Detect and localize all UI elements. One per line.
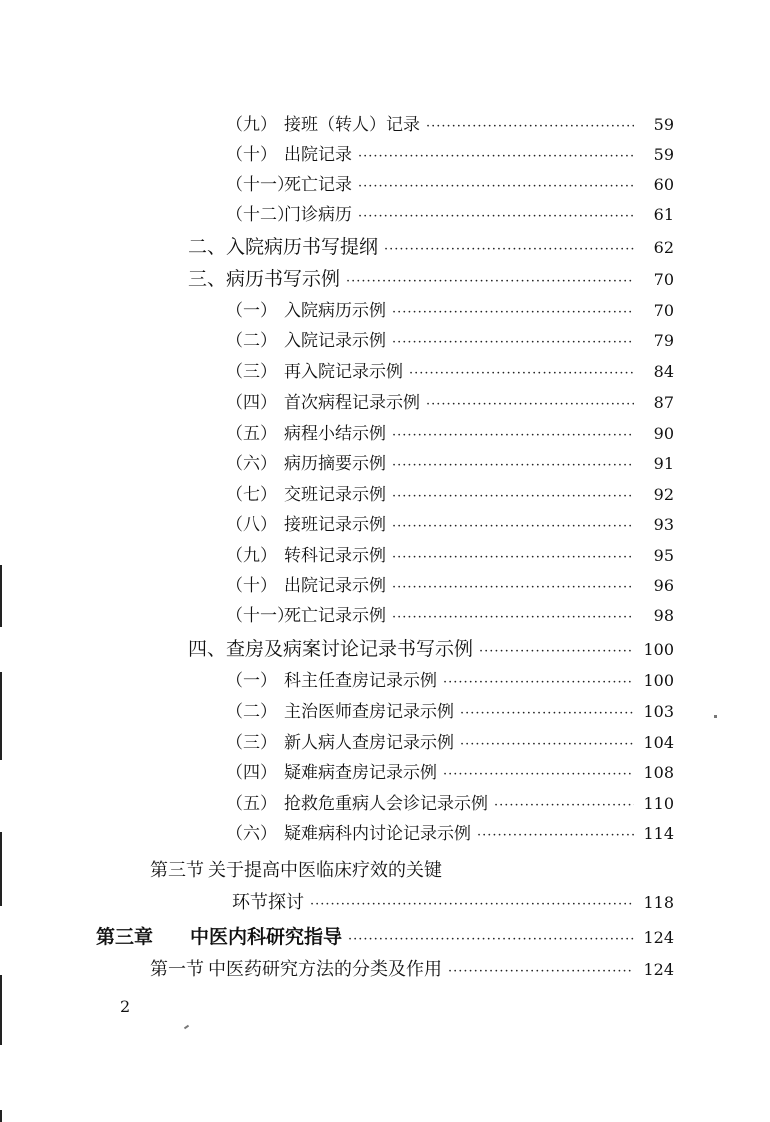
toc-entry: [0, 388, 674, 418]
toc-entry-page: 98: [653, 606, 674, 625]
toc-entry: [0, 419, 674, 449]
toc-entry-number: （十一）: [226, 175, 294, 195]
toc-entry: [0, 819, 674, 849]
toc-entry-number: （一）: [226, 301, 277, 321]
toc-entry-number: 第三节: [150, 860, 204, 881]
toc-entry-title: 接班（转人）记录: [284, 115, 420, 135]
toc-entry-number: （一）: [226, 671, 277, 691]
toc-entry-number: （九）: [226, 115, 277, 135]
dot-leader: [409, 359, 634, 389]
toc-entry-page: 70: [653, 270, 674, 289]
toc-entry-number: （六）: [226, 454, 277, 474]
dot-leader: [392, 603, 634, 633]
toc-entry-number: （五）: [226, 794, 277, 814]
dot-leader: [426, 112, 634, 142]
dot-leader: [392, 421, 634, 451]
toc-entry-title: 新人病人查房记录示例: [284, 733, 454, 753]
toc-entry-title: 关于提高中医临床疗效的关键: [208, 860, 442, 881]
scan-edge-mark: [0, 672, 2, 760]
toc-entry-title: 交班记录示例: [284, 485, 386, 505]
toc-entry-page: 84: [653, 362, 674, 381]
toc-entry-title: 转科记录示例: [284, 546, 386, 566]
toc-entry-page: 110: [643, 794, 674, 813]
toc-entry-title: 病程小结示例: [284, 424, 386, 444]
dot-leader: [348, 925, 634, 955]
toc-entry-number: （三）: [226, 733, 277, 753]
toc-entry-title: 首次病程记录示例: [284, 393, 420, 413]
dot-leader: [392, 451, 634, 481]
toc-entry-number: （十一）: [226, 606, 294, 626]
toc-entry: [0, 728, 674, 758]
toc-entry: [0, 510, 674, 540]
dot-leader: [494, 791, 634, 821]
toc-entry-page: 108: [643, 763, 674, 782]
toc-entry: [0, 571, 674, 601]
toc-entry-page: 93: [653, 515, 674, 534]
toc-entry: [0, 601, 674, 631]
toc-entry-page: 70: [653, 301, 674, 320]
dot-leader: [392, 543, 634, 573]
toc-entry: [0, 140, 674, 170]
toc-entry-title: 再入院记录示例: [284, 362, 403, 382]
toc-entry: [0, 110, 674, 140]
toc-entry-title: 主治医师查房记录示例: [284, 702, 454, 722]
toc-entry-page: 124: [643, 960, 674, 979]
toc-entry-title: 入院记录示例: [284, 331, 386, 351]
dot-leader: [443, 668, 634, 698]
toc-entry-page: 61: [653, 205, 674, 224]
dot-leader: [392, 512, 634, 542]
toc-entry-title: 死亡记录示例: [284, 606, 386, 626]
toc-entry-section3-line2: [0, 888, 674, 918]
toc-entry-title: 出院记录示例: [284, 576, 386, 596]
toc-entry: [0, 357, 674, 387]
toc-entry-title: 门诊病历: [284, 205, 352, 225]
toc-entry-page: 104: [643, 733, 674, 752]
dot-leader: [460, 699, 634, 729]
toc-entry: [0, 789, 674, 819]
toc-entry-title: 死亡记录: [284, 175, 352, 195]
toc-entry: [0, 264, 674, 294]
toc-entry: [0, 326, 674, 356]
page-number: 2: [120, 997, 131, 1016]
toc-entry-title: 三、病历书写示例: [188, 268, 341, 290]
toc-entry-page: 124: [643, 928, 674, 947]
toc-entry: [0, 697, 674, 727]
toc-entry-page: 95: [653, 546, 674, 565]
toc-entry: [0, 232, 674, 262]
toc-entry-page: 62: [653, 238, 674, 257]
dot-leader: [384, 235, 634, 265]
toc-entry-title: 病历摘要示例: [284, 454, 386, 474]
toc-entry: [0, 480, 674, 510]
toc-entry-title: 疑难病科内讨论记录示例: [284, 824, 471, 844]
dot-leader: [358, 202, 634, 232]
toc-entry-title: 四、查房及病案讨论记录书写示例: [188, 638, 474, 660]
dot-leader: [448, 957, 634, 987]
dot-leader: [346, 267, 634, 297]
toc-entry-page: 100: [643, 640, 674, 659]
toc-entry-page: 114: [643, 824, 674, 843]
toc-entry-number: （十）: [226, 145, 277, 165]
toc-entry-section1: [0, 955, 674, 985]
toc-entry-number: （十）: [226, 576, 277, 596]
toc-entry-page: 87: [653, 393, 674, 412]
toc-entry-page: 59: [653, 115, 674, 134]
toc-entry: [0, 758, 674, 788]
toc-entry-number: （四）: [226, 393, 277, 413]
toc-entry-number: （二）: [226, 702, 277, 722]
toc-entry-number: 第一节: [150, 959, 204, 980]
dot-leader: [358, 142, 634, 172]
dot-leader: [310, 890, 634, 920]
toc-entry: [0, 200, 674, 230]
toc-entry: [0, 170, 674, 200]
toc-entry-chapter3: [0, 922, 674, 952]
toc-entry-page: 59: [653, 145, 674, 164]
toc-entry-title: 中医内科研究指导: [190, 926, 343, 948]
toc-entry-number: （四）: [226, 763, 277, 783]
dot-leader: [358, 172, 634, 202]
toc-entry-number: （三）: [226, 362, 277, 382]
toc-entry-number: （八）: [226, 515, 277, 535]
dot-leader: [460, 730, 634, 760]
dot-leader: [443, 760, 634, 790]
toc-entry-page: 92: [653, 485, 674, 504]
toc-entry-title: 中医药研究方法的分类及作用: [208, 959, 442, 980]
toc-entry-page: 79: [653, 331, 674, 350]
toc-entry-number: （九）: [226, 546, 277, 566]
toc-entry-title: 出院记录: [284, 145, 352, 165]
toc-entry-number: （六）: [226, 824, 277, 844]
scan-edge-mark: [0, 565, 2, 627]
toc-entry-number: （十二）: [226, 205, 294, 225]
toc-entry-page: 91: [653, 454, 674, 473]
toc-entry-number: （五）: [226, 424, 277, 444]
toc-entry: [0, 541, 674, 571]
dot-leader: [392, 328, 634, 358]
toc-entry-page: 60: [653, 175, 674, 194]
dot-leader: [392, 482, 634, 512]
toc-entry-title: 抢救危重病人会诊记录示例: [284, 794, 488, 814]
toc-entry-page: 100: [643, 671, 674, 690]
dot-leader: [477, 821, 634, 851]
toc-entry-page: 90: [653, 424, 674, 443]
toc-entry-page: 118: [643, 893, 674, 912]
toc-entry: [0, 634, 674, 664]
toc-entry-number: 第三章: [96, 926, 154, 948]
scan-edge-mark: [0, 832, 2, 906]
scan-edge-mark: [0, 1110, 2, 1122]
dot-leader: [479, 637, 634, 667]
scan-speck: [714, 715, 717, 718]
toc-entry: [0, 666, 674, 696]
toc-entry-title: 疑难病查房记录示例: [284, 763, 437, 783]
dot-leader: [426, 390, 634, 420]
toc-entry: [0, 449, 674, 479]
toc-entry-number: （七）: [226, 485, 277, 505]
dot-leader: [392, 573, 634, 603]
toc-entry-title: 入院病历示例: [284, 301, 386, 321]
toc-entry-page: 103: [643, 702, 674, 721]
scan-speck: [184, 1025, 189, 1030]
toc-entry-section3-line1: [0, 856, 674, 886]
toc-entry-title: 科主任查房记录示例: [284, 671, 437, 691]
scan-edge-mark: [0, 975, 2, 1045]
toc-entry: [0, 296, 674, 326]
toc-entry-title: 环节探讨: [232, 892, 304, 913]
toc-entry-number: （二）: [226, 331, 277, 351]
dot-leader: [392, 298, 634, 328]
toc-entry-title: 二、入院病历书写提纲: [188, 236, 379, 258]
toc-entry-page: 96: [653, 576, 674, 595]
toc-entry-title: 接班记录示例: [284, 515, 386, 535]
